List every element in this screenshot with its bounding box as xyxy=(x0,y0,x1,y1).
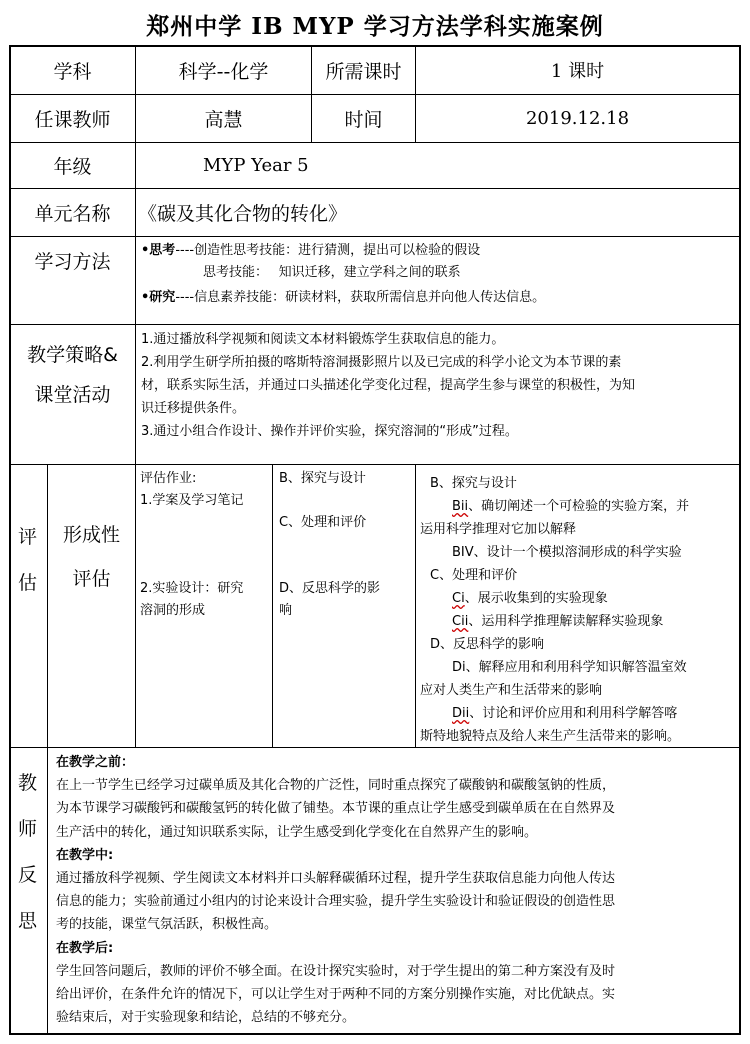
eval-char: 估 xyxy=(18,572,38,594)
method-research-text: ----信息素养技能：研读材料，获取所需信息并向他人传达信息。 xyxy=(175,290,546,305)
detail-line: BIV、设计一个模拟溶洞形成的科学实验 xyxy=(452,545,682,560)
row-divider xyxy=(9,236,741,237)
criteria-line xyxy=(279,490,415,512)
reflection-line: 给出评价，在条件允许的情况下，可以让学生对于两种不同的方案分别操作实施，对比优缺点。实 xyxy=(56,987,616,1003)
reflection-line: 考的技能，课堂气氛活跃，积极性高。 xyxy=(56,917,278,933)
method-think-line2: 思考技能： 知识迁移，建立学科之间的联系 xyxy=(203,265,461,280)
strategy-content xyxy=(141,328,739,443)
eval-tasks xyxy=(140,468,272,622)
task-line: 1.学案及学习笔记 xyxy=(140,493,244,508)
strategy-label xyxy=(10,330,135,420)
col-divider xyxy=(272,464,273,747)
strategy-line: 2.利用学生研学所拍摄的喀斯特溶洞摄影照片以及已完成的科学小论文为本节课的素 xyxy=(141,355,622,370)
teacher-value: 高慧 xyxy=(204,109,243,131)
grade-value: MYP Year 5 xyxy=(203,155,309,176)
eval-criteria xyxy=(279,468,415,622)
strategy-line: 材，联系实际生活，并通过口头描述化学变化过程，提高学生参与课堂的积极性，为知 xyxy=(141,378,636,393)
method-content xyxy=(141,240,737,309)
strategy-line: 3.通过小组合作设计、操作并评价实验，探究溶洞的“形成”过程。 xyxy=(141,424,518,439)
time-value: 2019.12.18 xyxy=(525,108,630,129)
task-line xyxy=(140,534,272,556)
col-divider xyxy=(415,464,416,747)
reflection-char: 反 xyxy=(18,864,38,886)
page-title: 郑州中学 IB MYP 学习方法学科实施案例 xyxy=(146,13,604,40)
reflection-char: 思 xyxy=(18,910,38,932)
reflection-line: 生产活中的转化，通过知识联系实际，让学生感受到化学变化在自然界产生的影响。 xyxy=(56,824,538,840)
detail-line: 斯特地貌特点及给人来生产生活带来的影响。 xyxy=(420,729,681,744)
grade-label: 年级 xyxy=(53,156,92,178)
reflection-line: 为本节课学习碳酸钙和碳酸氢钙的转化做了铺垫。本节课的重点让学生感受到碳单质在在自然界及 xyxy=(56,801,616,817)
task-line: 评估作业: xyxy=(140,471,197,486)
method-think-text: ----创造性思考技能：进行猜测，提出可以检验的假设 xyxy=(175,243,481,258)
time-label: 时间 xyxy=(344,109,383,131)
method-label: 学习方法 xyxy=(34,250,111,273)
task-line: 2.实验设计：研究 xyxy=(140,581,244,596)
reflection-char: 教 xyxy=(18,772,38,794)
table-border-bottom xyxy=(9,1033,741,1035)
detail-line: Bii、确切阐述一个可检验的实验方案，并 xyxy=(452,499,690,514)
task-line: 溶洞的形成 xyxy=(140,603,206,618)
criteria-line xyxy=(279,556,415,578)
reflection-content xyxy=(56,751,739,1029)
strategy-line: 1.通过播放科学视频和阅读文本材料锻炼学生获取信息的能力。 xyxy=(141,332,505,347)
reflection-line: 验结束后，对于实验现象和结论，总结的不够充分。 xyxy=(56,1010,356,1026)
detail-line: Ci、展示收集到的实验现象 xyxy=(452,591,608,606)
criteria-line xyxy=(279,534,415,556)
reflection-heading: 在教学中: xyxy=(56,847,114,863)
detail-line: C、处理和评价 xyxy=(430,568,518,583)
strategy-label-line2: 课堂活动 xyxy=(34,384,111,406)
col-divider xyxy=(135,464,136,747)
method-think-bold: •思考 xyxy=(141,243,176,258)
formative-line2: 评估 xyxy=(72,568,111,590)
formative-label xyxy=(48,512,135,602)
hours-value: 1 课时 xyxy=(550,61,605,82)
detail-line: B、探究与设计 xyxy=(430,476,517,491)
reflection-line: 在上一节学生已经学习过碳单质及其化合物的广泛性，同时重点探究了碳酸钠和碳酸氢钠的性质， xyxy=(56,778,616,794)
criteria-line: B、探究与设计 xyxy=(279,471,366,486)
task-line xyxy=(140,556,272,578)
reflection-line: 学生回答问题后，教师的评价不够全面。在设计探究实验时，对于学生提出的第二种方案没有及时 xyxy=(56,963,616,979)
strategy-label-line1: 教学策略& xyxy=(27,344,118,366)
detail-line: D、反思科学的影响 xyxy=(430,637,545,652)
detail-line: Cii、运用科学推理解读解释实验现象 xyxy=(452,614,664,629)
subject-label: 学科 xyxy=(53,60,92,83)
criteria-line: 响 xyxy=(279,603,293,618)
reflection-heading: 在教学后: xyxy=(56,940,114,956)
task-line xyxy=(140,512,272,534)
unit-label: 单元名称 xyxy=(34,203,111,225)
criteria-line: C、处理和评价 xyxy=(279,515,367,530)
criteria-line: D、反思科学的影 xyxy=(279,581,381,596)
detail-line: Dii、讨论和评价应用和利用科学解答喀 xyxy=(452,706,678,721)
reflection-line: 信息的能力；实验前通过小组内的讨论来设计合理实验，提升学生实验设计和验证假设的创造性思 xyxy=(56,894,616,910)
table-border-right xyxy=(739,45,741,1035)
reflection-char: 师 xyxy=(18,818,38,840)
eval-details xyxy=(420,472,738,748)
formative-line1: 形成性 xyxy=(62,524,120,546)
row-divider xyxy=(9,324,741,325)
reflection-line: 通过播放科学视频、学生阅读文本材料并口头解释碳循环过程，提升学生获取信息能力向他人传达 xyxy=(56,871,616,887)
strategy-line: 识迁移提供条件。 xyxy=(141,401,246,416)
unit-value: 《碳及其化合物的转化》 xyxy=(138,203,348,225)
teacher-label: 任课教师 xyxy=(34,109,111,131)
eval-char: 评 xyxy=(18,526,38,548)
subject-value: 科学--化学 xyxy=(178,60,269,83)
row-divider xyxy=(9,464,741,465)
hours-label: 所需课时 xyxy=(325,60,402,83)
method-research-bold: •研究 xyxy=(141,290,176,305)
reflection-heading: 在教学之前： xyxy=(56,755,135,770)
detail-line: 运用科学推理对它加以解释 xyxy=(420,522,577,537)
detail-line: Di、解释应用和利用科学知识解答温室效 xyxy=(452,660,687,675)
detail-line: 应对人类生产和生活带来的影响 xyxy=(420,683,603,698)
